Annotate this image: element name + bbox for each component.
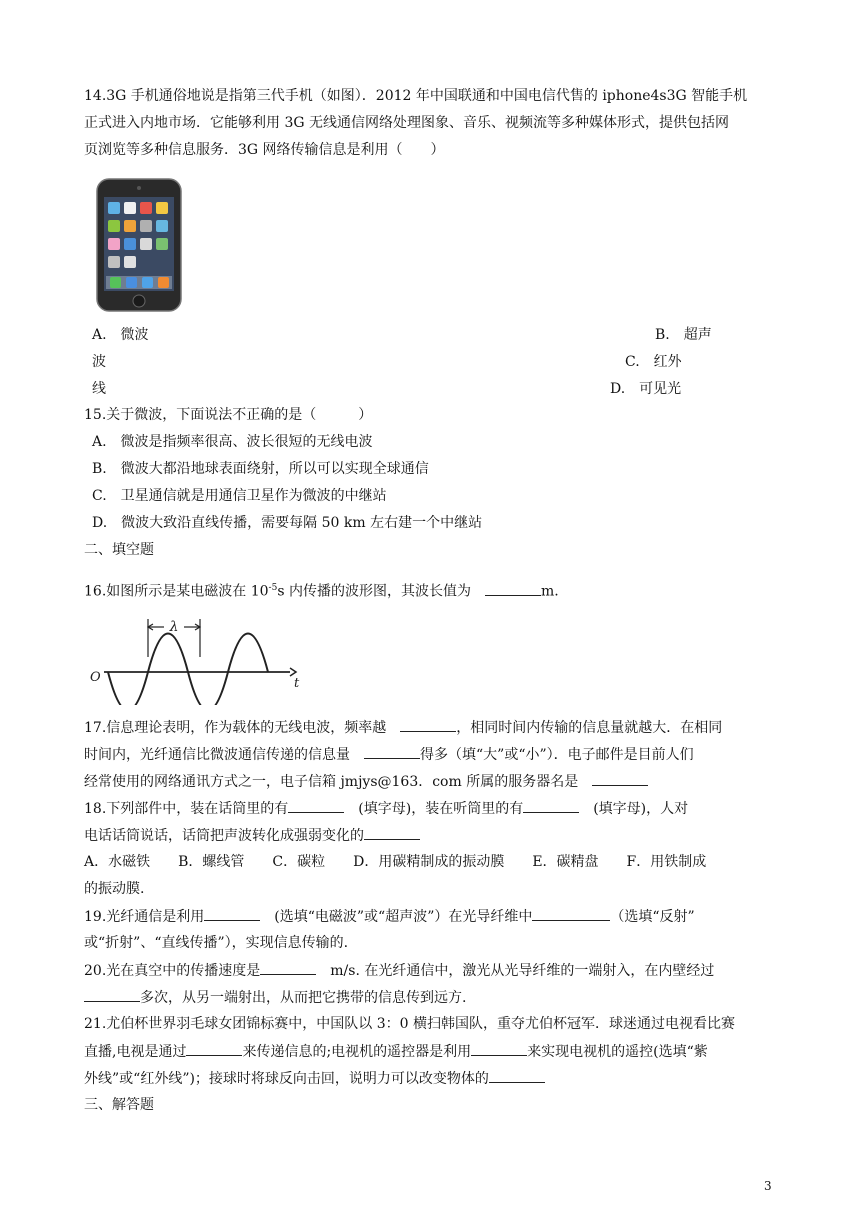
q15-option-d: D. 微波大致沿直线传播，需要每隔 50 km 左右建一个中继站 [92, 515, 483, 531]
q19-line2: 或“折射”、“直线传播”），实现信息传输的. [84, 935, 349, 951]
q20-line1: 20.光在真空中的传播速度是 m/s. 在光纤通信中，激光从光导纤维的一端射入，在内壁经过 [84, 960, 714, 981]
wave-lambda-label: λ [169, 619, 179, 635]
page-number: 3 [764, 1179, 772, 1193]
q14-option-a-wrap: 波 [92, 354, 106, 370]
q17-line1: 17.信息理论表明，作为载体的无线电波，频率越 ，相同时间内传输的信息量就越大．在相同 [84, 717, 722, 738]
q14-option-b: B. 超声 [655, 327, 712, 343]
q14-option-a: A. 微波 [92, 327, 149, 343]
q21-line3: 外线”或“红外线”)；接球时将球反向击回，说明力可以改变物体的 [84, 1068, 545, 1089]
wave-origin-label: O [90, 670, 101, 685]
phone-image [96, 178, 182, 312]
q14-option-c-wrap: 线 [92, 381, 106, 397]
q17-line3: 经常使用的网络通讯方式之一，电子信箱 jmjys@163．com 所属的服务器名是 [84, 771, 648, 792]
q15-option-c: C. 卫星通信就是用通信卫星作为微波的中继站 [92, 488, 387, 504]
wave-figure [84, 607, 308, 705]
q15-option-a: A. 微波是指频率很高、波长很短的无线电波 [92, 434, 373, 450]
q20-line2: 多次，从另一端射出，从而把它携带的信息传到远方. [84, 987, 466, 1008]
q18-options: A．水磁铁 B．螺线管 C．碳粒 D．用碳精制成的振动膜 E．碳精盘 F．用铁制成 [84, 854, 707, 870]
wave-time-label: t [294, 676, 300, 691]
q21-line2: 直播,电视是通过 来传递信息的;电视机的遥控器是利用 来实现电视机的遥控(选填“紫 [84, 1041, 708, 1062]
q14-line1: 14.3G 手机通俗地说是指第三代手机（如图）．2012 年中国联通和中国电信代售的 iphone4s3G 智能手机 [84, 88, 748, 104]
q18-options-wrap: 的振动膜. [84, 881, 145, 897]
q19-line1: 19.光纤通信是利用 (选填“电磁波”或“超声波”）在光导纤维中 （选填“反射” [84, 906, 695, 927]
q21-line1: 21.尤伯杯世界羽毛球女团锦标赛中，中国队以 3：0 横扫韩国队，重夺尤伯杯冠军．球迷通过电视看比赛 [84, 1016, 735, 1032]
q14-line2: 正式进入内地市场．它能够利用 3G 无线通信网络处理图象、音乐、视频流等多种媒体形式，提供包括网 [84, 115, 729, 131]
q14-line3: 页浏览等多种信息服务．3G 网络传输信息是利用（ ） [84, 142, 445, 158]
q15-option-b: B. 微波大都沿地球表面绕射，所以可以实现全球通信 [92, 461, 429, 477]
section-heading-fill-in: 二、填空题 [84, 542, 154, 558]
q14-option-d: D. 可见光 [610, 381, 682, 397]
q17-line2: 时间内，光纤通信比微波通信传递的信息量 得多（填“大”或“小”）．电子邮件是目前人们 [84, 744, 694, 765]
q14-option-c: C. 红外 [625, 354, 682, 370]
q18-line1: 18.下列部件中，装在话筒里的有 (填字母)，装在听筒里的有 (填字母)，人对 [84, 798, 688, 819]
section-heading-answer: 三、解答题 [84, 1097, 154, 1113]
q16-stem: 16.如图所示是某电磁波在 $10^{-5}s$ 内传播的波形图，其波长值为 m. [84, 578, 559, 602]
q15-stem: 15.关于微波，下面说法不正确的是（ ） [84, 407, 373, 423]
q18-line2: 电话话筒说话，话筒把声波转化成强弱变化的 [84, 825, 420, 846]
